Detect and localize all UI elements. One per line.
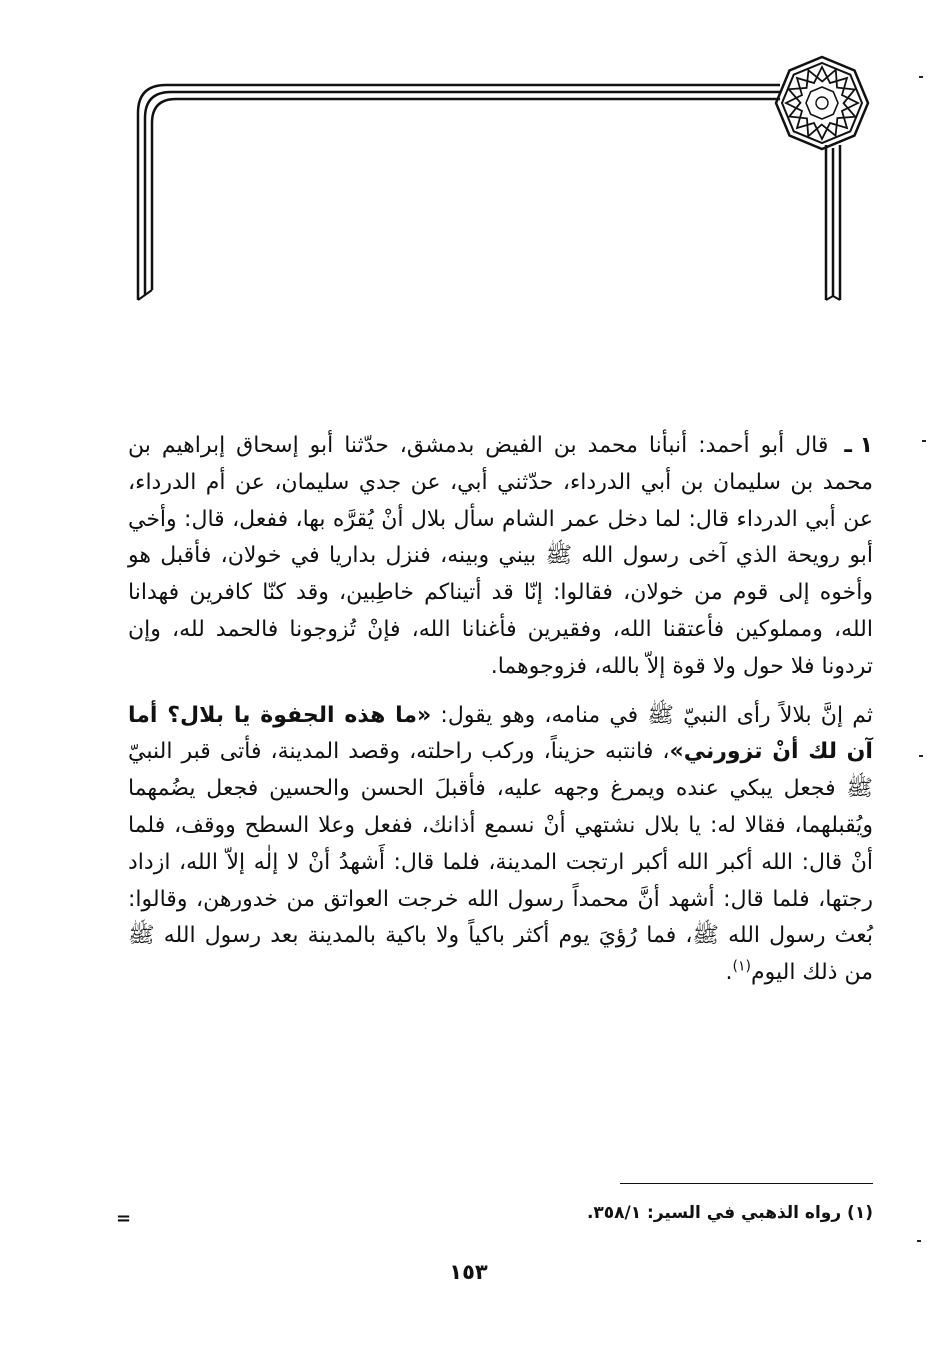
star-rosette-ornament	[775, 56, 869, 150]
narration-text-before-quote: ثم إنَّ بلالاً رأى النبيّ ﷺ في منامه، وهو يقول:	[431, 702, 873, 728]
scan-speck	[917, 1240, 921, 1242]
page-number: ١٥٣	[449, 1260, 488, 1284]
main-text-body	[128, 428, 873, 992]
scan-speck	[919, 76, 923, 78]
paragraph-end-mark: .	[725, 960, 733, 986]
footnote-continuation-mark: =	[116, 1208, 132, 1229]
narration-text: قال أبو أحمد: أنبأنا محمد بن الفيض بدمشق، حدّثنا أبو إسحاق إبراهيم بن محمد بن سليمان بن أبي الدرداء، حدّثني أبي، عن جدي سليمان، عن أم الدرداء، عن أبي الدرداء قال: لما دخل عمر الشام سأل بلال أنْ يُقرَّه بها، ففعل، قال: وأخي أبو رويحة الذي آخى رسول الله ﷺ بيني وبينه، فنزل بداريا في خولان، فأقبل هو وأخوه إلى قوم من خولان، فقالوا: إنّا قد أتيناكم خاطِبين، وقد كنّا كافرين فهدانا الله، ومملوكين فأعتقنا الله، وفقيرين فأغنانا الله، فإنْ تُزوجونا فالحمد لله، وإن تردونا فلا حول ولا قوة إلاّ بالله، فزوجوهما.	[128, 433, 873, 679]
footnote: (١) رواه الذهبي في السير: ٣٥٨/١.	[586, 1203, 873, 1223]
scan-speck	[922, 440, 926, 442]
narration-paragraph-2	[128, 698, 873, 992]
ornamental-header-frame	[0, 0, 937, 330]
narration-number: ١ ـ	[844, 433, 873, 458]
scan-speck	[919, 755, 923, 757]
footnote-separator	[620, 1183, 873, 1184]
narration-paragraph-1	[128, 428, 873, 686]
narration-text-after-quote: ، فانتبه حزيناً، وركب راحلته، وقصد المدينة، فأتى قبر النبيّ ﷺ فجعل يبكي عنده ويمرغ وجهه عليه، فأقبلَ الحسن والحسين فجعل يضُمهما ويُقبلهما، فقالا له: يا بلال نشتهي أنْ نسمع أذانك، ففعل وعلا السطح ووقف، فلما أنْ قال: الله أكبر الله أكبر ارتجت المدينة، فلما قال: أَشهدُ أنْ لا إلٰه إلاّ الله، ازداد رجتها، فلما قال: أشهد أنَّ محمداً رسول الله خرجت العواتق من خدورهن، وقالوا: بُعث رسول الله ﷺ، فما رُؤيَ يوم أكثر باكياً ولا باكية بالمدينة بعد رسول الله ﷺ من ذلك اليوم	[128, 739, 873, 986]
footnote-reference[interactable]: (١)	[732, 958, 751, 975]
hadith-quote: «ما هذه الجفوة يا بلال؟ أما آن لك أنْ تزورني»	[128, 702, 873, 765]
